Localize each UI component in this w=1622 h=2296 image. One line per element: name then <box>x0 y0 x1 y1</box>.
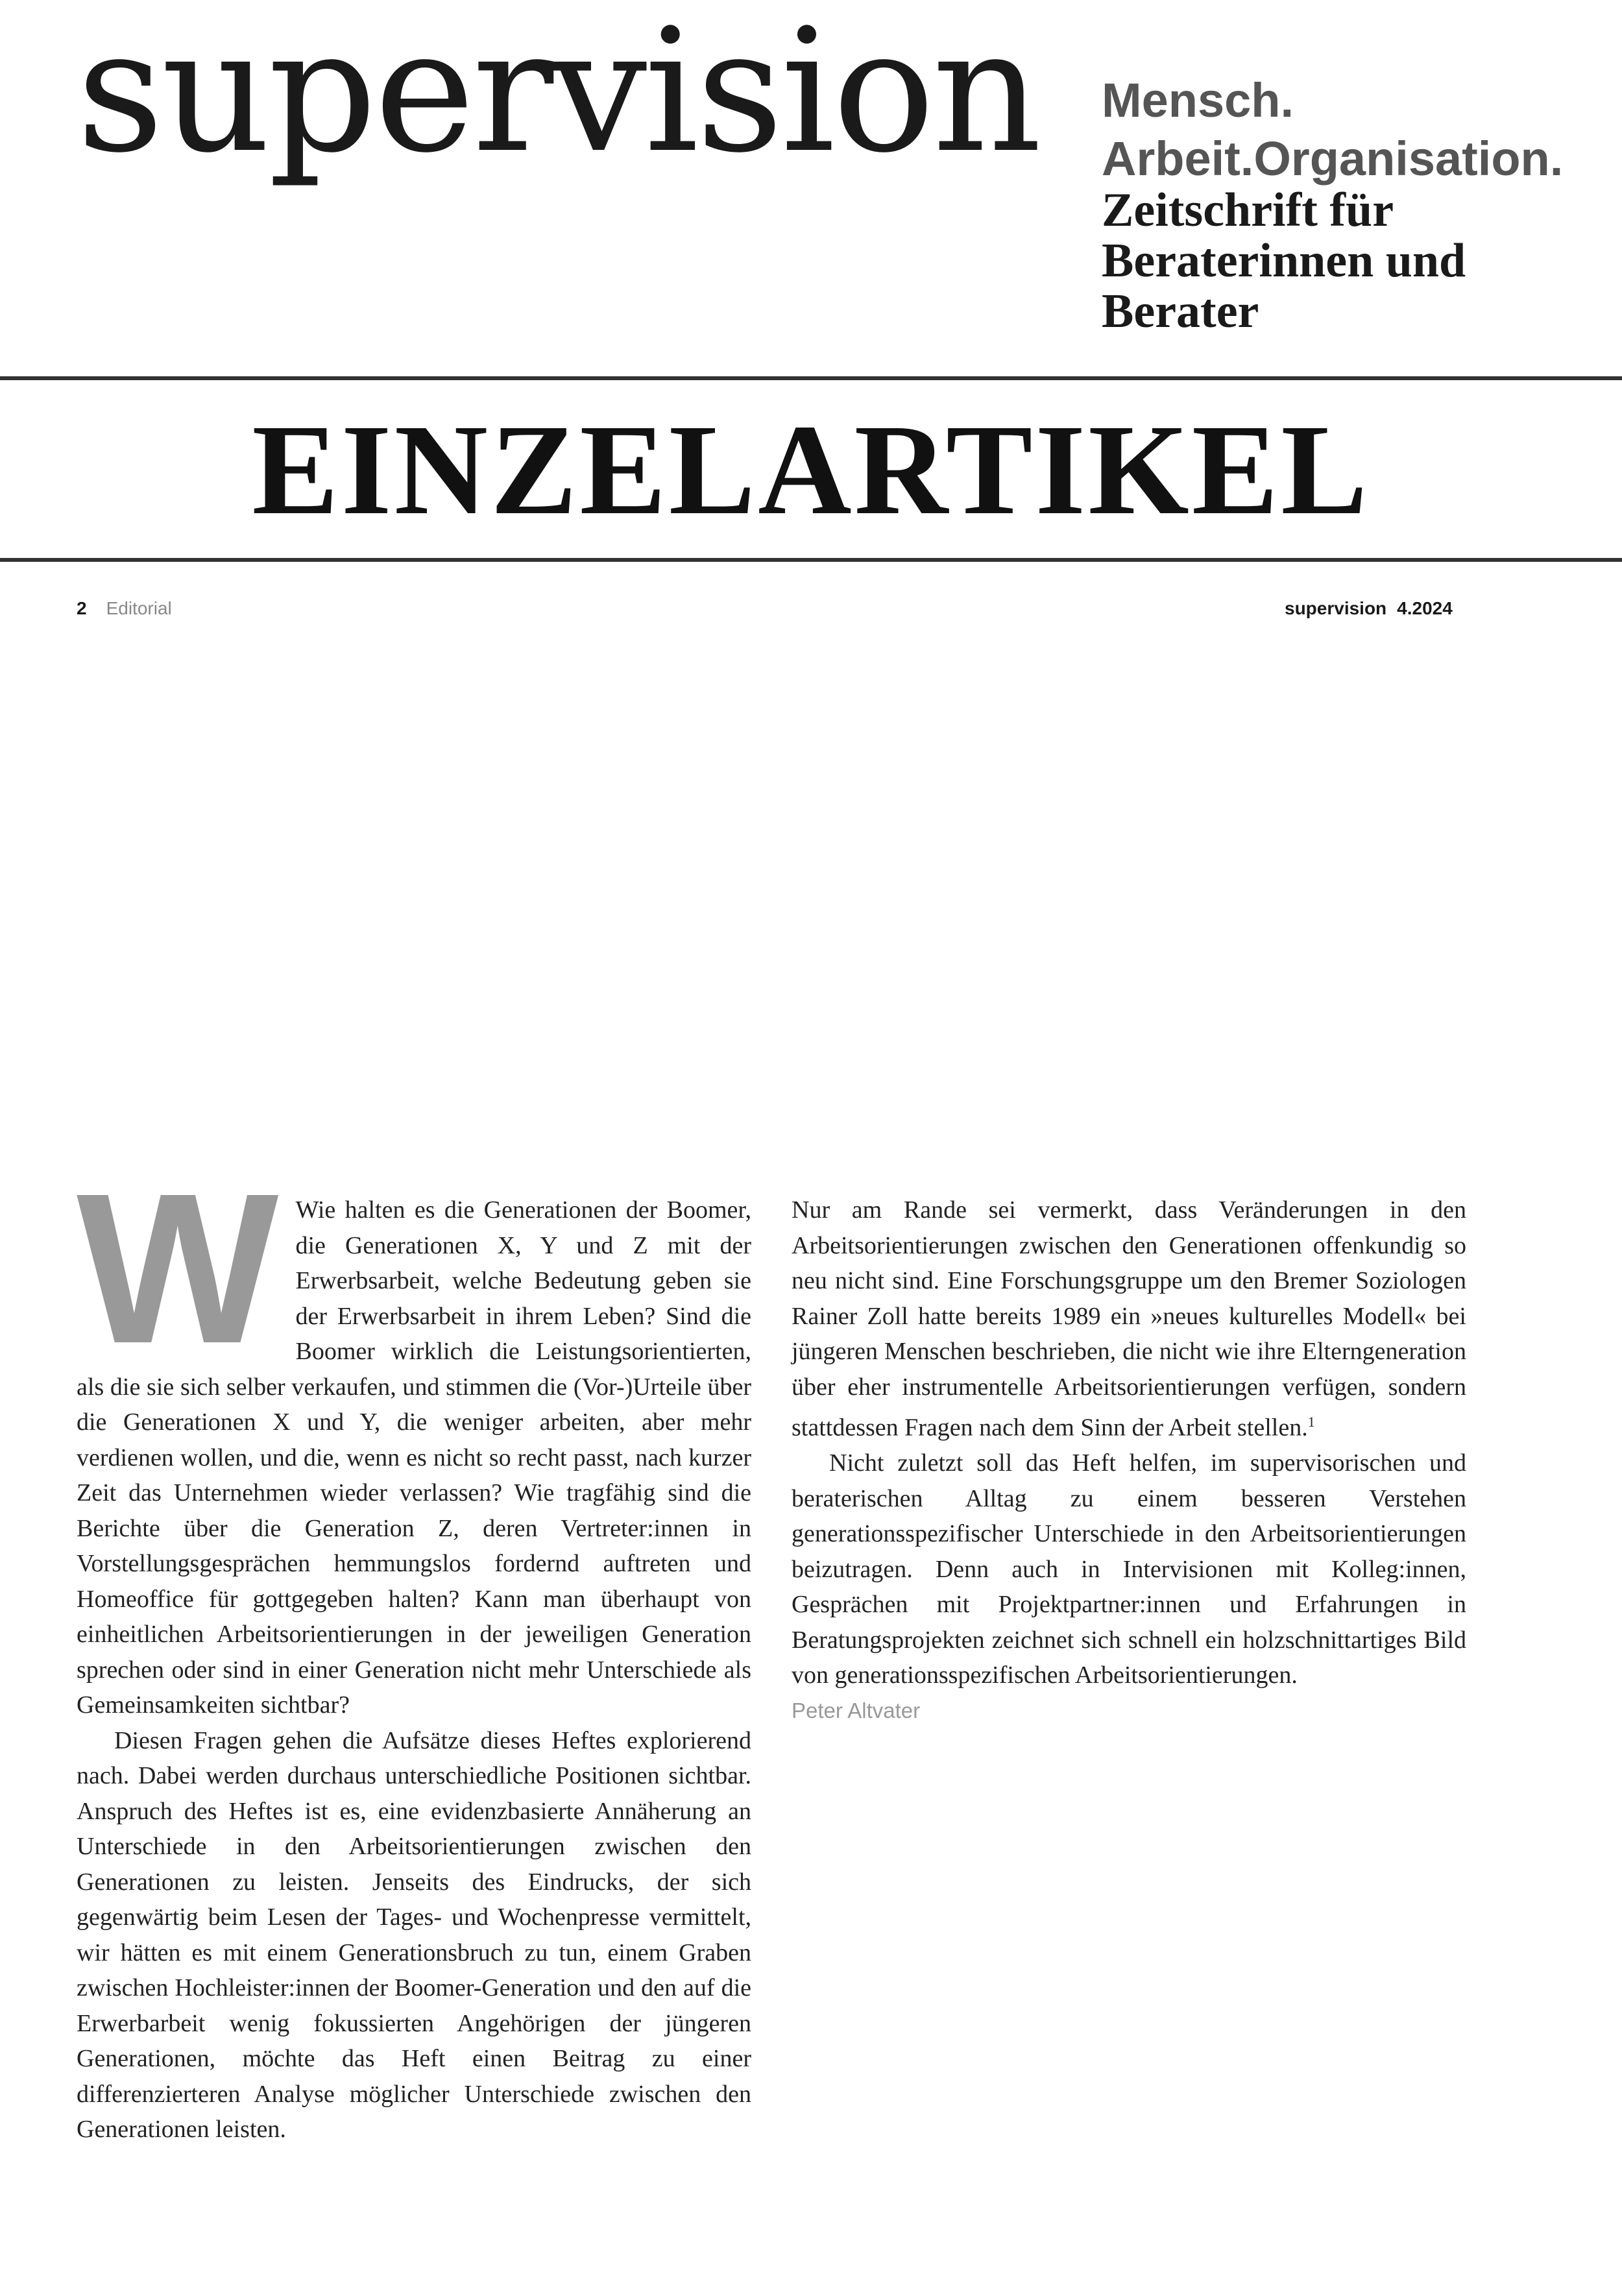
article-paragraph: Nicht zuletzt soll das Heft helfen, im supervisorischen und beraterischen Alltag zu einem besseren Verstehen generationsspezifischer Unterschiede in den Arbeitsorientierungen beizutragen. Denn auch in Intervisionen mit Kolleg:innen, Gesprächen mit Projektpartner:innen und Erfahrungen in Beratungsprojekten zeichnet sich schnell ein holzschnittartiges Bild von generationsspezifischen Arbeitsorientierungen. <box>792 1449 1466 1689</box>
article-paragraph: Diesen Fragen gehen die Aufsätze dieses Heftes explorierend nach. Dabei werden durchaus unterschiedliche Positionen sichtbar. Anspruch des Heftes ist es, eine evidenzbasierte Annäherung an Unterschiede in den Arbeitsorientierungen zwischen den Generationen zu leisten. Jenseits des Eindrucks, der sich gegenwärtig beim Lesen der Tages- und Wochenpresse vermittelt, wir hätten es mit einem Generationsbruch zu tun, einem Graben zwischen Hochleister:innen der Boomer-Generation und den auf die Erwerbarbeit wenig fokussierten Angehörigen der jüngeren Generationen, möchte das Heft einen Beitrag zu einer differenzierteren Analyse möglicher Unterschiede zwischen den Generationen leisten. <box>77 1726 751 2143</box>
footnote-marker: 1 <box>1307 1414 1315 1430</box>
journal-name: supervision <box>1285 598 1387 618</box>
article-column-left <box>77 1148 751 2147</box>
section-name: Editorial <box>106 598 172 618</box>
page-number: 2 <box>77 598 87 618</box>
banner-rule-top <box>0 376 1622 380</box>
article-column-right <box>792 1192 1466 1728</box>
tagline-line-1: Mensch. <box>1102 73 1294 127</box>
issue-number: 4.2024 <box>1397 598 1453 618</box>
running-head-left <box>77 597 172 620</box>
article-paragraph: Wie halten es die Generationen der Boomer, die Generationen X, Y und Z mit der Erwerbsarbeit, welche Bedeutung geben sie der Erwerbsarbeit in ihrem Leben? Sind die Boomer wirklich die Leistungsorientierten, als die sie sich selber verkaufen, und stimmen die (Vor-)Urteile über die Generationen X und Y, die weniger arbeiten, aber mehr verdienen wollen, und die, wenn es nicht so recht passt, nach kurzer Zeit das Unternehmen wieder verlassen? Wie tragfähig sind die Berichte über die Generation Z, deren Vertreter:innen in Vorstellungsgesprächen hemmungslos fordernd auftreten und Homeoffice für gottgegeben halten? Kann man überhaupt von einheitlichen Arbeitsorientierungen in der jeweiligen Generation sprechen oder sind in einer Generation nicht mehr Unterschiede als Gemeinsamkeiten sichtbar? <box>77 1196 751 1719</box>
tagline-line-2: Arbeit.Organisation. <box>1102 132 1564 186</box>
journal-logo: supervision <box>77 0 1039 190</box>
running-head-right <box>1285 597 1453 620</box>
masthead-subtitle: Zeitschrift für Beraterinnen und Berater <box>1102 184 1466 338</box>
article-paragraph-text: Nur am Rande sei vermerkt, dass Veränderungen in den Arbeitsorientierungen zwischen den Generationen offenkundig so neu nicht sind. Eine Forschungsgruppe um den Bremer Soziologen Rainer Zoll hatte bereits 1989 ein »neues kulturelles Modell« bei jüngeren Menschen beschrieben, die nicht wie ihre Elterngeneration über eher instrumentelle Arbeitsorientierungen verfügen, sondern stattdessen Fragen nach dem Sinn der Arbeit stellen. <box>792 1196 1466 1442</box>
banner-rule-bottom <box>0 558 1622 562</box>
drop-cap: W <box>77 1148 279 1388</box>
article-paragraph <box>792 1192 1466 1445</box>
masthead-tagline <box>1102 71 1563 188</box>
banner-title: EINZELARTIKEL <box>252 398 1370 542</box>
author-name: Peter Altvater <box>792 1698 921 1722</box>
